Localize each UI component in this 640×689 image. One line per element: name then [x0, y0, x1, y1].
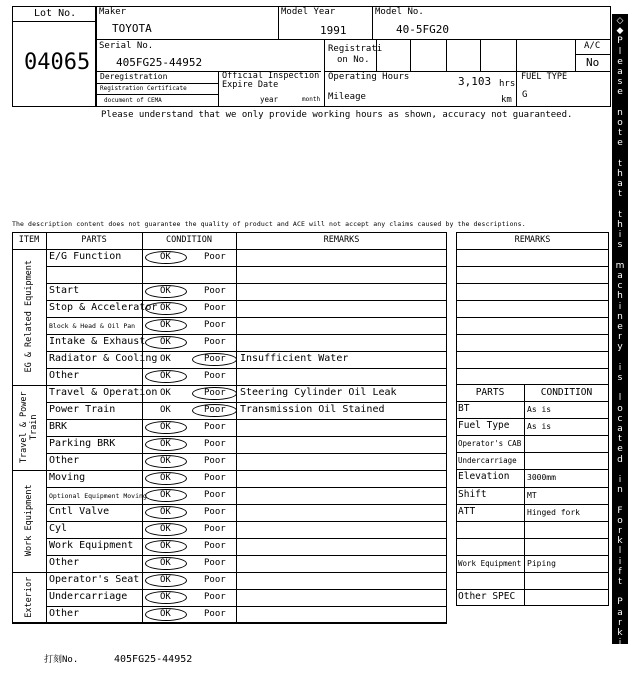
inspection-label-1: Official Inspection	[222, 71, 320, 81]
condition-poor[interactable]: Poor	[204, 490, 226, 500]
ok-circle-mark	[145, 557, 187, 570]
condition-ok[interactable]: OK	[160, 252, 171, 262]
ac-value: No	[586, 56, 600, 69]
table-row	[12, 521, 447, 538]
registration-certificate-label: Registration Certificate	[100, 85, 187, 92]
stamp-value: 405FG25-44952	[114, 654, 193, 665]
spec-part: Undercarriage	[458, 456, 517, 466]
poor-circle-mark	[192, 404, 237, 417]
ok-circle-mark	[145, 302, 187, 315]
condition-poor[interactable]: Poor	[204, 439, 226, 449]
group-work-label: Work Equipment	[23, 484, 34, 557]
location-notice-sidebar: ◇ ◆ P l e a s e n o t e t h a t t h i s m a c h i n e r y i s l o c a t e d i n F o r k l i f t P a r k i n g ◆ ◇	[612, 14, 628, 644]
poor-circle-mark	[192, 353, 237, 366]
inspection-label-2: Expire Date	[222, 80, 279, 90]
ok-circle-mark	[145, 319, 187, 332]
model-no-value: 40-5FG20	[396, 23, 449, 36]
ok-circle-mark	[145, 489, 187, 502]
remarks-text: Transmission Oil Stained	[240, 404, 385, 415]
maker-label: Maker	[99, 7, 127, 17]
part-name: Start	[49, 285, 80, 296]
part-name: Undercarriage	[49, 591, 128, 602]
part-name: E/G Function	[49, 251, 122, 262]
condition-ok[interactable]: OK	[160, 456, 171, 466]
serial-label: Serial No.	[99, 41, 154, 51]
condition-poor[interactable]: Poor	[204, 252, 226, 262]
condition-ok[interactable]: OK	[160, 524, 171, 534]
lot-label: Lot No.	[34, 8, 77, 19]
ok-circle-mark	[145, 472, 187, 485]
condition-ok[interactable]: OK	[160, 507, 171, 517]
condition-poor[interactable]: Poor	[204, 541, 226, 551]
condition-poor[interactable]: Poor	[204, 575, 226, 585]
condition-poor[interactable]: Poor	[204, 592, 226, 602]
part-name: Other	[49, 370, 80, 381]
condition-ok[interactable]: OK	[160, 439, 171, 449]
group-eg-label: EG & Related Equipment	[23, 259, 34, 373]
condition-ok[interactable]: OK	[160, 320, 171, 330]
registration-label-1: Registrati	[328, 44, 383, 54]
condition-poor[interactable]: Poor	[204, 456, 226, 466]
part-name: Other	[49, 608, 80, 619]
parts-header: PARTS	[475, 387, 505, 398]
condition-poor[interactable]: Poor	[204, 354, 226, 364]
condition-poor[interactable]: Poor	[204, 320, 226, 330]
spec-part: Other SPEC	[458, 591, 516, 603]
table-row	[12, 419, 447, 436]
col-parts-header: PARTS	[81, 235, 107, 245]
fuel-type-label: FUEL TYPE	[521, 72, 568, 82]
condition-ok[interactable]: OK	[160, 303, 171, 313]
spec-part: Fuel Type	[458, 420, 510, 432]
part-name: Optional Equipment Moving	[49, 492, 147, 500]
remarks-text: Insufficient Water	[240, 353, 349, 364]
condition-poor[interactable]: Poor	[204, 558, 226, 568]
part-name: Other	[49, 455, 80, 466]
ok-circle-mark	[145, 608, 187, 621]
condition-ok[interactable]: OK	[160, 371, 171, 381]
ok-circle-mark	[145, 523, 187, 536]
group-exterior-label: Exterior	[23, 576, 34, 618]
fuel-type-value: G	[522, 90, 528, 100]
ok-circle-mark	[145, 574, 187, 587]
col-condition-header: CONDITION	[165, 235, 213, 245]
serial-value: 405FG25-44952	[116, 56, 203, 69]
spec-part: Elevation	[458, 471, 510, 483]
condition-poor[interactable]: Poor	[204, 524, 226, 534]
ok-circle-mark	[145, 336, 187, 349]
hrs-unit: hrs	[499, 79, 516, 89]
part-name: Intake & Exhaust	[49, 336, 146, 347]
spec-part: Operator's CAB	[458, 439, 522, 449]
ok-circle-mark	[145, 251, 187, 264]
condition-poor[interactable]: Poor	[204, 473, 226, 483]
spec-part: Shift	[458, 488, 487, 500]
part-name: Cntl Valve	[49, 506, 110, 517]
operating-hours-label: Operating Hours	[328, 72, 410, 82]
part-name: Parking BRK	[49, 438, 116, 449]
lot-number: 04065	[24, 50, 91, 75]
condition-ok[interactable]: OK	[160, 337, 171, 347]
group-travel-label: Travel & Power	[18, 390, 29, 463]
spec-condition: MT	[527, 490, 537, 500]
condition-ok[interactable]: OK	[160, 609, 171, 619]
condition-poor[interactable]: Poor	[204, 286, 226, 296]
ok-circle-mark	[145, 455, 187, 468]
col-remarks-header: REMARKS	[323, 235, 360, 245]
part-name: Work Equipment	[49, 540, 134, 551]
part-name: Stop & Accelerator	[49, 302, 158, 313]
spec-condition: As is	[527, 405, 552, 414]
poor-circle-mark	[192, 387, 237, 400]
ok-circle-mark	[145, 438, 187, 451]
registration-label-2: on No.	[337, 55, 370, 65]
condition-header: CONDITION	[540, 387, 593, 398]
model-year-label: Model Year	[281, 7, 336, 17]
spec-part: Work Equipment	[458, 558, 522, 568]
cema-label: document of CEMA	[104, 97, 162, 104]
condition-ok[interactable]: OK	[160, 388, 171, 398]
spec-condition: 3000mm	[527, 473, 556, 483]
condition-ok[interactable]: OK	[160, 575, 171, 585]
ok-circle-mark	[145, 506, 187, 519]
spec-condition: Piping	[527, 558, 556, 568]
condition-poor[interactable]: Poor	[204, 388, 226, 398]
operating-hours-value: 3,103	[458, 75, 492, 88]
part-name: Other	[49, 557, 80, 568]
condition-poor[interactable]: Poor	[204, 422, 226, 432]
condition-ok[interactable]: OK	[160, 405, 171, 415]
hours-notice: Please understand that we only provide working hours as shown, accuracy not guaranteed.	[101, 110, 573, 120]
part-name: BRK	[49, 421, 68, 432]
stamp-label: 打刻No.	[44, 655, 79, 665]
condition-ok[interactable]: OK	[160, 558, 171, 568]
col-item-header: ITEM	[18, 235, 40, 245]
part-name: Travel & Operation	[49, 387, 158, 398]
ok-circle-mark	[145, 540, 187, 553]
condition-ok[interactable]: OK	[160, 592, 171, 602]
mileage-label: Mileage	[328, 92, 366, 102]
ok-circle-mark	[145, 370, 187, 383]
month-label: month	[302, 96, 321, 103]
condition-poor[interactable]: Poor	[204, 303, 226, 313]
table-row	[12, 266, 447, 283]
km-unit: km	[501, 95, 512, 105]
model-no-label: Model No.	[375, 7, 424, 17]
year-label: year	[260, 95, 279, 104]
condition-ok[interactable]: OK	[160, 541, 171, 551]
ok-circle-mark	[145, 421, 187, 434]
ok-circle-mark	[145, 285, 187, 298]
model-year-value: 1991	[320, 24, 347, 37]
part-name: Operator's Seat	[49, 574, 140, 585]
remarks-text: Steering Cylinder Oil Leak	[240, 387, 397, 398]
condition-poor[interactable]: Poor	[204, 507, 226, 517]
ac-label: A/C	[584, 41, 601, 51]
disclaimer: The description content does not guarantee the quality of product and ACE will not accept any claims caused by the descriptions.	[12, 220, 526, 228]
spec-part: BT	[458, 403, 470, 414]
condition-ok[interactable]: OK	[160, 490, 171, 500]
condition-poor[interactable]: Poor	[204, 371, 226, 381]
condition-ok[interactable]: OK	[160, 354, 171, 364]
deregistration-label: Deregistration	[100, 72, 168, 81]
condition-poor[interactable]: Poor	[204, 405, 226, 415]
part-name: Block & Head & Oil Pan	[49, 322, 136, 330]
condition-ok[interactable]: OK	[160, 473, 171, 483]
spec-condition: Hinged fork	[527, 507, 580, 517]
condition-poor[interactable]: Poor	[204, 609, 226, 619]
condition-ok[interactable]: OK	[160, 422, 171, 432]
part-name: Radiator & Cooling	[49, 353, 158, 364]
group-travel-label-2: Train	[28, 413, 39, 440]
ok-circle-mark	[145, 591, 187, 604]
spec-part: ATT	[458, 505, 476, 517]
condition-ok[interactable]: OK	[160, 286, 171, 296]
part-name: Power Train	[49, 404, 116, 415]
part-name: Moving	[49, 472, 86, 483]
condition-poor[interactable]: Poor	[204, 337, 226, 347]
spec-condition: As is	[527, 422, 552, 432]
remarks-header: REMARKS	[514, 235, 551, 245]
maker-value: TOYOTA	[112, 22, 152, 35]
part-name: Cyl	[49, 523, 68, 534]
